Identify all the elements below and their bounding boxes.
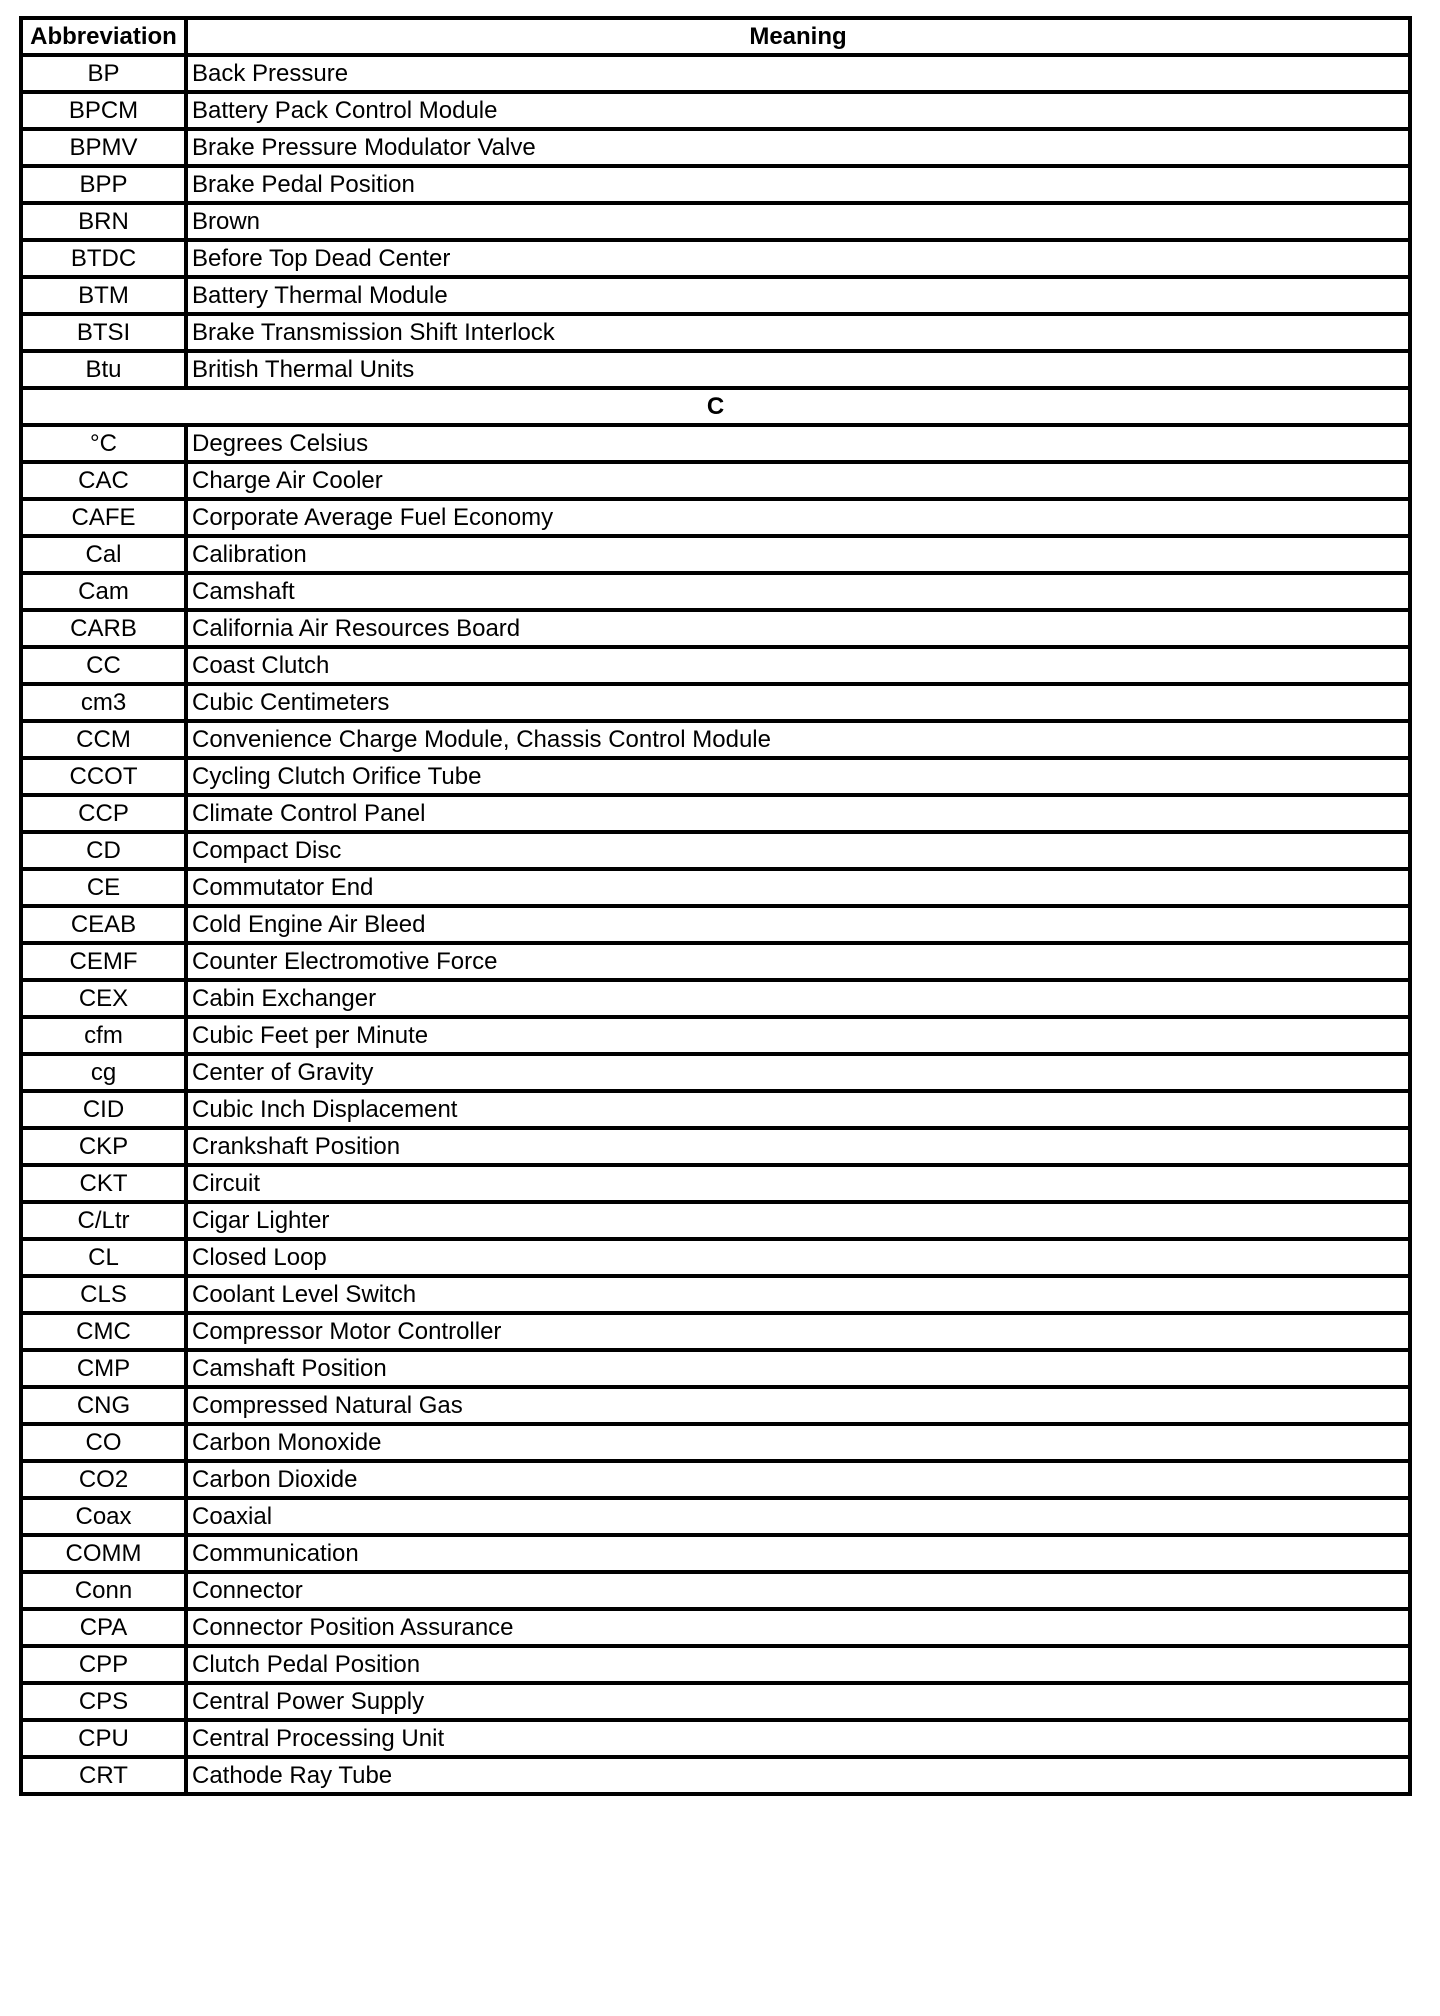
- table-row: [21, 1535, 1410, 1572]
- meaning-cell: Cubic Inch Displacement: [186, 1091, 1410, 1128]
- meaning-cell: Cold Engine Air Bleed: [186, 906, 1410, 943]
- table-row: [21, 795, 1410, 832]
- header-abbreviation: Abbreviation: [21, 18, 186, 55]
- meaning-cell: Compact Disc: [186, 832, 1410, 869]
- abbreviation-cell: Coax: [21, 1498, 186, 1535]
- table-row: [21, 943, 1410, 980]
- abbreviation-cell: CO: [21, 1424, 186, 1461]
- table-row: [21, 425, 1410, 462]
- abbreviation-cell: CLS: [21, 1276, 186, 1313]
- abbreviation-table: [19, 16, 1412, 1796]
- meaning-cell: Compressor Motor Controller: [186, 1313, 1410, 1350]
- table-row: [21, 1683, 1410, 1720]
- meaning-cell: Brake Pressure Modulator Valve: [186, 129, 1410, 166]
- meaning-cell: Carbon Monoxide: [186, 1424, 1410, 1461]
- table-row: [21, 1424, 1410, 1461]
- abbreviation-cell: Conn: [21, 1572, 186, 1609]
- meaning-cell: Connector Position Assurance: [186, 1609, 1410, 1646]
- abbreviation-cell: CEX: [21, 980, 186, 1017]
- abbreviation-cell: CCM: [21, 721, 186, 758]
- table-row: [21, 1387, 1410, 1424]
- table-body: [21, 55, 1410, 1794]
- meaning-cell: Before Top Dead Center: [186, 240, 1410, 277]
- meaning-cell: Camshaft: [186, 573, 1410, 610]
- abbreviation-cell: °C: [21, 425, 186, 462]
- table-row: [21, 536, 1410, 573]
- meaning-cell: Closed Loop: [186, 1239, 1410, 1276]
- abbreviation-cell: CMP: [21, 1350, 186, 1387]
- table-row: [21, 1461, 1410, 1498]
- table-row: [21, 721, 1410, 758]
- meaning-cell: Battery Pack Control Module: [186, 92, 1410, 129]
- header-row: [21, 18, 1410, 55]
- meaning-cell: Back Pressure: [186, 55, 1410, 92]
- abbreviation-cell: CNG: [21, 1387, 186, 1424]
- meaning-cell: Cubic Feet per Minute: [186, 1017, 1410, 1054]
- table-row: [21, 1202, 1410, 1239]
- abbreviation-cell: CRT: [21, 1757, 186, 1794]
- table-row: [21, 166, 1410, 203]
- meaning-cell: Clutch Pedal Position: [186, 1646, 1410, 1683]
- abbreviation-cell: CAC: [21, 462, 186, 499]
- meaning-cell: Cigar Lighter: [186, 1202, 1410, 1239]
- abbreviation-cell: CPA: [21, 1609, 186, 1646]
- table-row: [21, 758, 1410, 795]
- meaning-cell: Climate Control Panel: [186, 795, 1410, 832]
- table-row: [21, 684, 1410, 721]
- meaning-cell: Brake Pedal Position: [186, 166, 1410, 203]
- abbreviation-cell: Cal: [21, 536, 186, 573]
- meaning-cell: Connector: [186, 1572, 1410, 1609]
- abbreviation-cell: COMM: [21, 1535, 186, 1572]
- meaning-cell: Cubic Centimeters: [186, 684, 1410, 721]
- abbreviation-cell: CAFE: [21, 499, 186, 536]
- meaning-cell: Corporate Average Fuel Economy: [186, 499, 1410, 536]
- table-row: [21, 1720, 1410, 1757]
- table-row: [21, 351, 1410, 388]
- table-row: [21, 1276, 1410, 1313]
- abbreviation-cell: CPU: [21, 1720, 186, 1757]
- meaning-cell: Battery Thermal Module: [186, 277, 1410, 314]
- table-row: [21, 1128, 1410, 1165]
- abbreviation-cell: CKT: [21, 1165, 186, 1202]
- meaning-cell: Carbon Dioxide: [186, 1461, 1410, 1498]
- table-row: [21, 1646, 1410, 1683]
- abbreviation-cell: BTDC: [21, 240, 186, 277]
- meaning-cell: Convenience Charge Module, Chassis Control Module: [186, 721, 1410, 758]
- table-row: [21, 1498, 1410, 1535]
- abbreviation-cell: BPCM: [21, 92, 186, 129]
- meaning-cell: Communication: [186, 1535, 1410, 1572]
- section-row: [21, 388, 1410, 425]
- table-row: [21, 314, 1410, 351]
- meaning-cell: Degrees Celsius: [186, 425, 1410, 462]
- abbreviation-cell: Btu: [21, 351, 186, 388]
- abbreviation-cell: Cam: [21, 573, 186, 610]
- table-row: [21, 610, 1410, 647]
- meaning-cell: Cycling Clutch Orifice Tube: [186, 758, 1410, 795]
- abbreviation-cell: BPP: [21, 166, 186, 203]
- table-row: [21, 1609, 1410, 1646]
- meaning-cell: Brown: [186, 203, 1410, 240]
- meaning-cell: Compressed Natural Gas: [186, 1387, 1410, 1424]
- abbreviation-cell: CEMF: [21, 943, 186, 980]
- abbreviation-cell: CID: [21, 1091, 186, 1128]
- abbreviation-cell: CD: [21, 832, 186, 869]
- abbreviation-cell: CKP: [21, 1128, 186, 1165]
- table-row: [21, 1054, 1410, 1091]
- abbreviation-cell: cg: [21, 1054, 186, 1091]
- meaning-cell: Counter Electromotive Force: [186, 943, 1410, 980]
- table-row: [21, 980, 1410, 1017]
- table-row: [21, 869, 1410, 906]
- meaning-cell: California Air Resources Board: [186, 610, 1410, 647]
- abbreviation-cell: CEAB: [21, 906, 186, 943]
- table-row: [21, 832, 1410, 869]
- table-row: [21, 55, 1410, 92]
- abbreviation-cell: BTSI: [21, 314, 186, 351]
- table-row: [21, 1313, 1410, 1350]
- table-row: [21, 1572, 1410, 1609]
- meaning-cell: Coast Clutch: [186, 647, 1410, 684]
- meaning-cell: Center of Gravity: [186, 1054, 1410, 1091]
- meaning-cell: Charge Air Cooler: [186, 462, 1410, 499]
- table-row: [21, 647, 1410, 684]
- abbreviation-cell: BP: [21, 55, 186, 92]
- abbreviation-cell: BRN: [21, 203, 186, 240]
- table-row: [21, 277, 1410, 314]
- header-meaning: Meaning: [186, 18, 1410, 55]
- abbreviation-cell: CL: [21, 1239, 186, 1276]
- table-row: [21, 499, 1410, 536]
- table-row: [21, 906, 1410, 943]
- meaning-cell: Brake Transmission Shift Interlock: [186, 314, 1410, 351]
- meaning-cell: Central Processing Unit: [186, 1720, 1410, 1757]
- abbreviation-cell: CC: [21, 647, 186, 684]
- table-row: [21, 1239, 1410, 1276]
- abbreviation-cell: C/Ltr: [21, 1202, 186, 1239]
- abbreviation-cell: CMC: [21, 1313, 186, 1350]
- table-row: [21, 1017, 1410, 1054]
- meaning-cell: Cathode Ray Tube: [186, 1757, 1410, 1794]
- meaning-cell: British Thermal Units: [186, 351, 1410, 388]
- abbreviation-cell: CCOT: [21, 758, 186, 795]
- meaning-cell: Cabin Exchanger: [186, 980, 1410, 1017]
- section-label: C: [21, 388, 1410, 425]
- abbreviation-cell: CO2: [21, 1461, 186, 1498]
- abbreviation-cell: BTM: [21, 277, 186, 314]
- meaning-cell: Camshaft Position: [186, 1350, 1410, 1387]
- abbreviation-cell: CE: [21, 869, 186, 906]
- table-row: [21, 92, 1410, 129]
- meaning-cell: Coaxial: [186, 1498, 1410, 1535]
- table-row: [21, 1350, 1410, 1387]
- table-row: [21, 1757, 1410, 1794]
- abbreviation-cell: CPS: [21, 1683, 186, 1720]
- meaning-cell: Circuit: [186, 1165, 1410, 1202]
- abbreviation-cell: CPP: [21, 1646, 186, 1683]
- meaning-cell: Calibration: [186, 536, 1410, 573]
- table-row: [21, 573, 1410, 610]
- meaning-cell: Commutator End: [186, 869, 1410, 906]
- table-row: [21, 462, 1410, 499]
- abbreviation-cell: BPMV: [21, 129, 186, 166]
- meaning-cell: Crankshaft Position: [186, 1128, 1410, 1165]
- abbreviation-cell: CCP: [21, 795, 186, 832]
- table-row: [21, 129, 1410, 166]
- table-row: [21, 240, 1410, 277]
- abbreviation-cell: cfm: [21, 1017, 186, 1054]
- table-row: [21, 1091, 1410, 1128]
- meaning-cell: Coolant Level Switch: [186, 1276, 1410, 1313]
- table-row: [21, 1165, 1410, 1202]
- abbreviation-cell: cm3: [21, 684, 186, 721]
- abbreviation-cell: CARB: [21, 610, 186, 647]
- meaning-cell: Central Power Supply: [186, 1683, 1410, 1720]
- table-row: [21, 203, 1410, 240]
